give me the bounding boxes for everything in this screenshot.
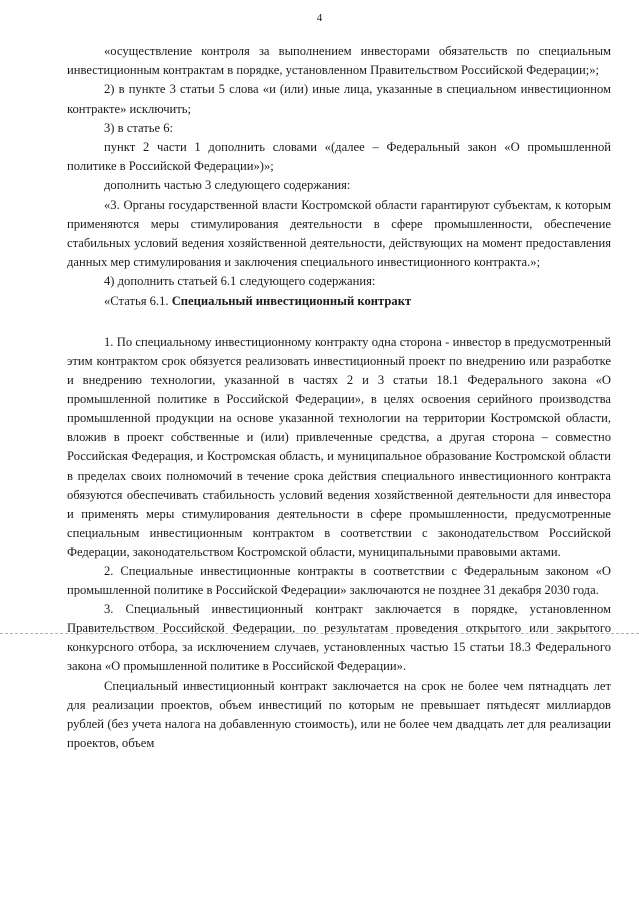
- article-heading: [67, 292, 611, 311]
- paragraph: «3. Органы государственной власти Костромской области гарантируют субъектам, к которым применяются меры стимулирования деятельности в сфере промышленности, обеспечение стабильных условий ведения хозяйственной деятельности, действующих на момент предоставления данных мер стимулирования и заключения специального инвестиционного контракта.»;: [67, 197, 611, 270]
- paragraph: «осуществление контроля за выполнением инвесторами обязательств по специальным инвестиционным контрактам в порядке, установленном Правительством Российской Федерации;»;: [67, 44, 611, 78]
- paragraph: 3) в статье 6:: [104, 120, 174, 135]
- page-number: 4: [316, 12, 323, 24]
- article-heading-prefix: «Статья 6.1.: [104, 293, 172, 308]
- paragraph: дополнить частью 3 следующего содержания:: [104, 178, 351, 193]
- article-paragraph: 1. По специальному инвестиционному контракту одна сторона - инвестор в предусмотренный этим контрактом срок обязуется реализовать инвестиционный проект по внедрению или разработке и внедрению технологии, указанной в частях 2 и 3 статьи 18.1 Федерального закона «О промышленной политике в Российской Федерации», в целях освоения серийного производства промышленной продукции на основе указанной технологии на территории Костромской области, вложив в проект собственные и (или) привлеченные средства, а другая сторона – совместно Российская Федерация, и Костромская область, и муниципальное образование Костромской области в пределах своих полномочий в течение срока действия специального инвестиционного контракта обязуются обеспечивать стабильность условий ведения хозяйственной деятельности для инвестора и применять меры стимулирования деятельности в сфере промышленности, предусмотренные специальным инвестиционным контрактом в соответствии с законодательством Российской Федерации, законодательством Костромской области, муниципальными правовыми актами.: [67, 334, 611, 559]
- scan-artifact-line: [0, 633, 639, 634]
- article-paragraph: 3. Специальный инвестиционный контракт заключается в порядке, установленном Правительством Российской Федерации, по результатам проведения открытого или закрытого конкурсного отбора, за исключением случаев, установленных частью 15 статьи 18.3 Федерального закона «О промышленной политике в Российской Федерации».: [67, 602, 611, 674]
- paragraph: 2) в пункте 3 статьи 5 слова «и (или) иные лица, указанные в специальном инвестиционном контракте» исключить;: [67, 82, 611, 116]
- paragraph: пункт 2 части 1 дополнить словами «(далее – Федеральный закон «О промышленной политике в Российской Федерации»)»;: [67, 140, 611, 174]
- article-paragraph: Специальный инвестиционный контракт заключается на срок не более чем пятнадцать лет для реализации проектов, объем инвестиций по которым не превышает пятьдесят миллиардов рублей (без учета налога на добавленную стоимость), или не более чем двадцать лет для реализации проектов, объем: [67, 678, 611, 750]
- article-paragraph: 2. Специальные инвестиционные контракты в соответствии с Федеральным законом «О промышленной политике в Российской Федерации» заключаются не позднее 31 декабря 2030 года.: [67, 563, 611, 598]
- document-body: [67, 42, 611, 753]
- paragraph: 4) дополнить статьей 6.1 следующего содержания:: [104, 274, 376, 289]
- article-heading-title: Специальный инвестиционный контракт: [171, 293, 412, 308]
